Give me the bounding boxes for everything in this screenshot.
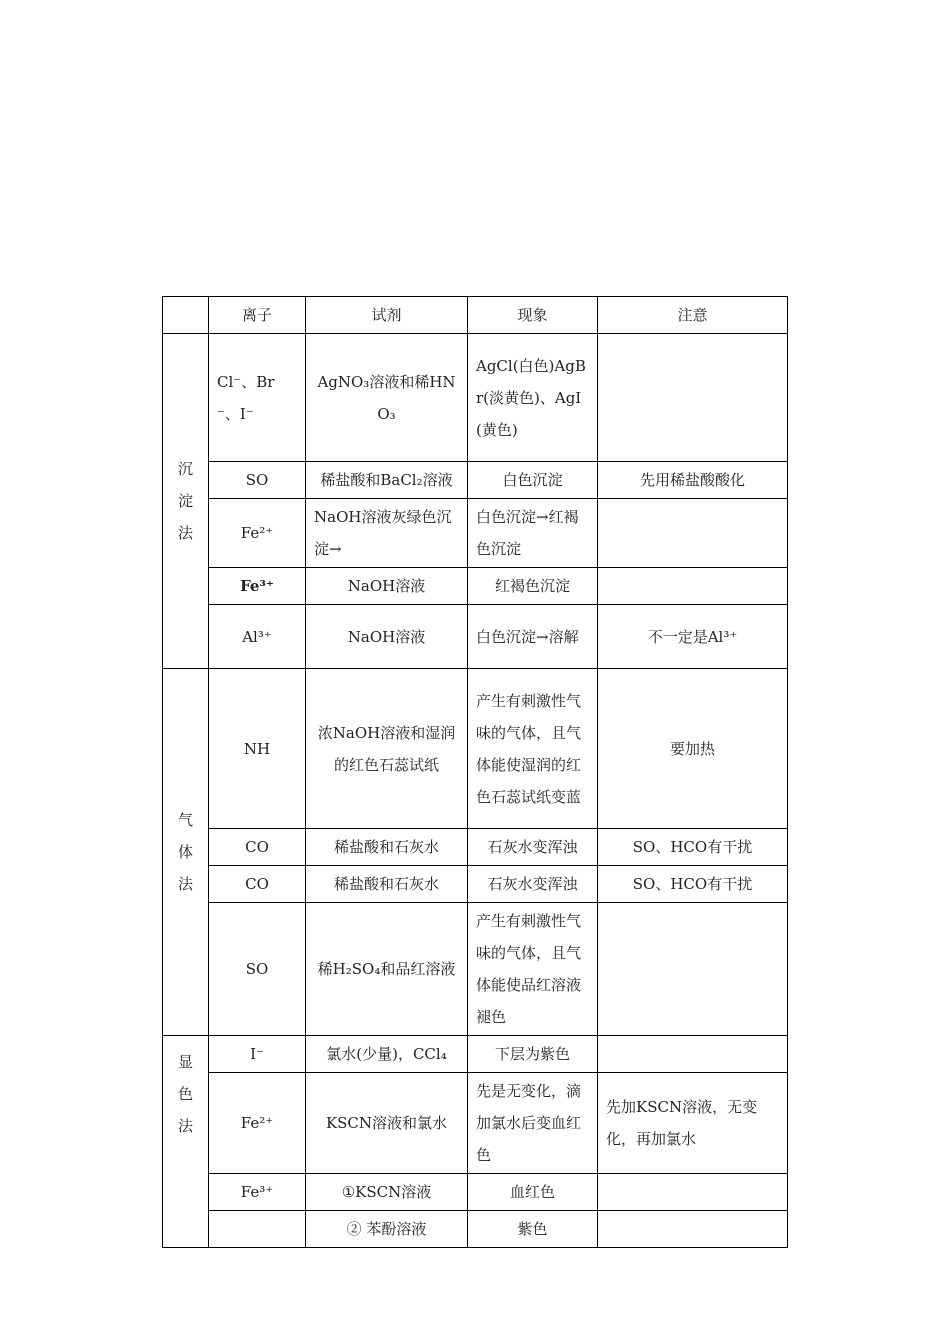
header-blank — [163, 297, 209, 334]
table-row — [163, 1174, 788, 1211]
reagent-cell: ② 苯酚溶液 — [306, 1211, 468, 1248]
ion-cell: Fe³⁺ — [209, 568, 306, 605]
table-row — [163, 866, 788, 903]
header-reagent: 试剂 — [306, 297, 468, 334]
ion-cell — [209, 1211, 306, 1248]
method-char: 法 — [177, 1117, 193, 1135]
note-cell — [598, 903, 788, 1036]
phenomenon-cell: 石灰水变浑浊 — [468, 866, 598, 903]
header-row — [163, 297, 788, 334]
ion-cell: CO — [209, 866, 306, 903]
table-row — [163, 1036, 788, 1073]
note-cell: 先加KSCN溶液，无变化，再加氯水 — [598, 1073, 788, 1174]
reagent-cell: NaOH溶液灰绿色沉淀→ — [306, 499, 468, 568]
phenomenon-cell: 产生有刺激性气味的气体，且气体能使品红溶液褪色 — [468, 903, 598, 1036]
method-char: 体 — [177, 843, 193, 861]
note-cell: 不一定是Al³⁺ — [598, 605, 788, 669]
method-color — [163, 1036, 209, 1248]
reagent-cell: ①KSCN溶液 — [306, 1174, 468, 1211]
ion-cell: Cl⁻、Br⁻、I⁻ — [209, 334, 306, 462]
phenomenon-cell: 先是无变化，滴加氯水后变血红色 — [468, 1073, 598, 1174]
header-phenomenon: 现象 — [468, 297, 598, 334]
ion-cell: CO — [209, 829, 306, 866]
reagent-cell: NaOH溶液 — [306, 568, 468, 605]
phenomenon-cell: 紫色 — [468, 1211, 598, 1248]
phenomenon-cell: 产生有刺激性气味的气体，且气体能使湿润的红色石蕊试纸变蓝 — [468, 669, 598, 829]
table-row — [163, 1073, 788, 1174]
table-row — [163, 605, 788, 669]
method-char: 气 — [177, 811, 193, 829]
note-cell: SO、HCO有干扰 — [598, 829, 788, 866]
reagent-cell: 稀H₂SO₄和品红溶液 — [306, 903, 468, 1036]
reagent-cell: NaOH溶液 — [306, 605, 468, 669]
method-char: 淀 — [177, 492, 193, 510]
phenomenon-cell: 红褐色沉淀 — [468, 568, 598, 605]
table-row — [163, 829, 788, 866]
phenomenon-cell: AgCl(白色)AgBr(淡黄色)、AgI(黄色) — [468, 334, 598, 462]
reagent-cell: 稀盐酸和石灰水 — [306, 866, 468, 903]
header-ion: 离子 — [209, 297, 306, 334]
header-note: 注意 — [598, 297, 788, 334]
table-row — [163, 903, 788, 1036]
method-gas — [163, 669, 209, 1036]
ion-cell: Fe²⁺ — [209, 499, 306, 568]
table-row — [163, 334, 788, 462]
phenomenon-cell: 白色沉淀→红褐色沉淀 — [468, 499, 598, 568]
reagent-cell: 稀盐酸和石灰水 — [306, 829, 468, 866]
reagent-cell: 稀盐酸和BaCl₂溶液 — [306, 462, 468, 499]
note-cell: SO、HCO有干扰 — [598, 866, 788, 903]
method-char: 法 — [177, 524, 193, 542]
note-cell: 要加热 — [598, 669, 788, 829]
phenomenon-cell: 血红色 — [468, 1174, 598, 1211]
reagent-cell: KSCN溶液和氯水 — [306, 1073, 468, 1174]
note-cell — [598, 1036, 788, 1073]
phenomenon-cell: 白色沉淀 — [468, 462, 598, 499]
phenomenon-cell: 白色沉淀→溶解 — [468, 605, 598, 669]
table-row — [163, 568, 788, 605]
reagent-cell: 浓NaOH溶液和湿润的红色石蕊试纸 — [306, 669, 468, 829]
ion-cell: Fe²⁺ — [209, 1073, 306, 1174]
ion-cell: Fe³⁺ — [209, 1174, 306, 1211]
phenomenon-cell: 下层为紫色 — [468, 1036, 598, 1073]
note-cell — [598, 334, 788, 462]
method-char: 色 — [177, 1085, 193, 1103]
ion-cell: I⁻ — [209, 1036, 306, 1073]
reagent-cell: 氯水(少量)，CCl₄ — [306, 1036, 468, 1073]
method-precipitation — [163, 334, 209, 669]
ion-test-table — [162, 296, 788, 1248]
phenomenon-cell: 石灰水变浑浊 — [468, 829, 598, 866]
table-row — [163, 499, 788, 568]
note-cell — [598, 568, 788, 605]
note-cell: 先用稀盐酸酸化 — [598, 462, 788, 499]
method-char: 沉 — [177, 460, 193, 478]
table-row — [163, 1211, 788, 1248]
table-row — [163, 462, 788, 499]
ion-cell: SO — [209, 903, 306, 1036]
ion-cell: NH — [209, 669, 306, 829]
table-row — [163, 669, 788, 829]
ion-cell: Al³⁺ — [209, 605, 306, 669]
method-char: 显 — [177, 1053, 193, 1071]
ion-cell: SO — [209, 462, 306, 499]
reagent-cell: AgNO₃溶液和稀HNO₃ — [306, 334, 468, 462]
note-cell — [598, 1211, 788, 1248]
note-cell — [598, 1174, 788, 1211]
note-cell — [598, 499, 788, 568]
method-char: 法 — [177, 875, 193, 893]
